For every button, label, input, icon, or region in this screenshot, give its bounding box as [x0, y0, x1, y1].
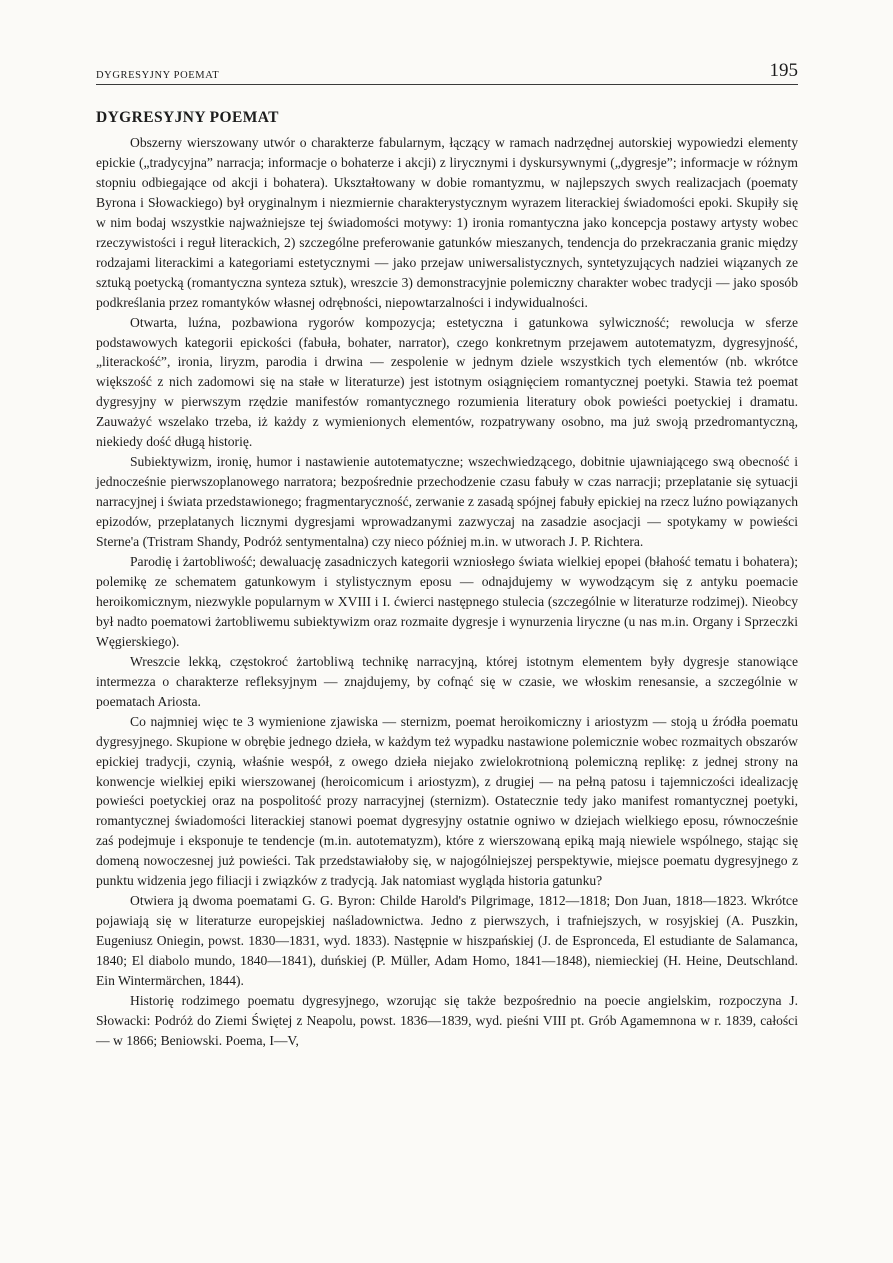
paragraph: Obszerny wierszowany utwór o charakterze fabularnym, łączący w ramach nadrzędnej autorskiej wypowiedzi elementy epickie („tradycyjna” narracja; informacje o bohaterze i akcji) z lirycznymi i dyskursywnymi („dygresje”; informacje w różnym stopniu odbiegające od akcji i bohatera). Ukształtowany w dobie romantyzmu, w najlepszych swych realizacjach (poematy Byrona i Słowackiego) był oryginalnym i niezmiernie charakterystycznym wyrazem literackiej świadomości epoki. Skupiły się w nim bodaj wszystkie najważniejsze tej świadomości motywy: 1) ironia romantyczna jako koncepcja postawy artysty wobec rzeczywistości i reguł literackich, 2) szczególne preferowanie gatunków mieszanych, tendencja do przekraczania granic między rodzajami literackimi a kategoriami estetycznymi — jako przejaw uniwersalistycznych, syntetyzujących nadziei wiązanych ze sztuką poetycką (romantyczna synteza sztuk), wreszcie 3) demonstracyjnie polemiczny charakter wobec tradycji — jako sposób podkreślania przez romantyków własnej odrębności, niepowtarzalności i indywidualności.	[96, 135, 798, 310]
paragraph: Parodię i żartobliwość; dewaluację zasadniczych kategorii wzniosłego świata wielkiej epopei (błahość tematu i bohatera); polemikę ze schematem gatunkowym i stylistycznym eposu — odnajdujemy w wywodzącym się z antyku poemacie heroikomicznym, niezwykle popularnym w XVIII i I. ćwierci następnego stulecia (szczególnie w literaturze rodzimej). Nieobcy był nadto poematowi żartobliwemu subiektywizm oraz rozmaite dygresje i wynurzenia liryczne (u nas m.in. Organy i Sprzeczki Węgierskiego).	[96, 554, 798, 649]
entry-title: DYGRESYJNY POEMAT	[96, 109, 279, 126]
paragraph: Historię rodzimego poematu dygresyjnego, wzorując się także bezpośrednio na poecie angielskim, rozpoczyna J. Słowacki: Podróż do Ziemi Świętej z Neapolu, powst. 1836—1839, wyd. pieśni VIII pt. Grób Agamemnona w r. 1839, całości — w 1866; Beniowski. Poema, I—V,	[96, 992, 798, 1048]
paragraph: Subiektywizm, ironię, humor i nastawienie autotematyczne; wszechwiedzącego, dobitnie ujawniającego swą obecność i jednocześnie pierwszoplanowego narratora; bezpośrednie przechodzenie czasu fabuły w czas narracji; przeplatanie się sytuacji narracyjnej i świata przedstawionego; fragmentaryczność, zerwanie z zasadą spójnej fabuły epickiej na rzecz luźno powiązanych epizodów, przeplatanych licznymi dygresjami wprowadzanymi zazwyczaj na zasadzie asocjacji — spotykamy w powieści Sterne'a (Tristram Shandy, Podróż sentymentalna) czy nieco później m.in. w utworach J. P. Richtera.	[96, 454, 798, 550]
paragraph: Co najmniej więc te 3 wymienione zjawiska — sternizm, poemat heroikomiczny i ariostyzm — stoją u źródła poematu dygresyjnego. Skupione w obrębie jednego dzieła, w każdym też wypadku nastawione polemicznie wobec rozmaitych obszarów epickiej tradycji, czynią, właśnie wespół, z owego dzieła niejako zwielokrotnioną polemiczną replikę: z jednej strony na konwencje wielkiej epiki wierszowanej (heroicomicum i ariostyzm), z drugiej — na pełną patosu i tajemniczości idealizację powieści poetyckiej oraz na pospolitość prozy narracyjnej (sternizm). Ostatecznie tedy jako manifest romantycznej poetyki, romantycznej świadomości literackiej stanowi poemat dygresyjny ostatnie ogniwo w dziejach wielkiego eposu, równocześnie zaś podejmuje i eksponuje te tendencje (m.in. autotematyzm), które z wierszowaną epiką mają niewiele wspólnego, stając się domeną nowoczesnej już powieści. Tak przedstawiałoby się, w najogólniejszej perspektywie, miejsce poematu dygresyjnego z punktu widzenia jego filiacji i związków z tradycją. Jak natomiast wygląda historia gatunku?	[96, 713, 798, 889]
running-head: DYGRESYJNY POEMAT	[96, 70, 220, 81]
paragraph: Wreszcie lekką, częstokroć żartobliwą technikę narracyjną, której istotnym elementem były dygresje stanowiące intermezza o charakterze refleksyjnym — znajdujemy, by cofnąć się w czasie, we włoskim renesansie, a szczególnie w poematach Ariosta.	[96, 653, 798, 709]
page-header	[96, 62, 798, 85]
paragraph: Otwarta, luźna, pozbawiona rygorów kompozycja; estetyczna i gatunkowa sylwiczność; rewolucja w sferze podstawowych kategorii epickości (fabuła, bohater, narrator), czego konkretnym przejawem autotematyzm, dygresyjność, „literackość”, ironia, liryzm, parodia i drwina — zespolenie w jednym dziele wszystkich tych elementów (nb. wkrótce większość z nich zadomowi się na stałe w literaturze) jest istotnym osiągnięciem romantycznej poetyki. Stawia też poemat dygresyjny w pierwszym rzędzie manifestów romantycznego rozumienia literatury obok powieści poetyckiej i dramatu. Zauważyć wszelako trzeba, iż każdy z wymienionych elementów, rozpatrywany osobno, ma już swoją przedromantyczną, niekiedy dość długą historię.	[96, 314, 798, 450]
page-number: 195	[769, 60, 798, 81]
paragraph: Otwiera ją dwoma poematami G. G. Byron: Childe Harold's Pilgrimage, 1812—1818; Don Juan, 1818—1823. Wkrótce pojawiają się w literaturze europejskiej naśladownictwa. Jedno z pierwszych, i trafniejszych, w rosyjskiej (A. Puszkin, Eugeniusz Oniegin, powst. 1830—1831, wyd. 1833). Następnie w hiszpańskiej (J. de Espronceda, El estudiante de Salamanca, 1840; El diabolo mundo, 1840—1841), duńskiej (P. Müller, Adam Homo, 1841—1848), niemieckiej (H. Heine, Deutschland. Ein Wintermärchen, 1844).	[96, 893, 798, 989]
entry-body	[96, 133, 798, 1051]
